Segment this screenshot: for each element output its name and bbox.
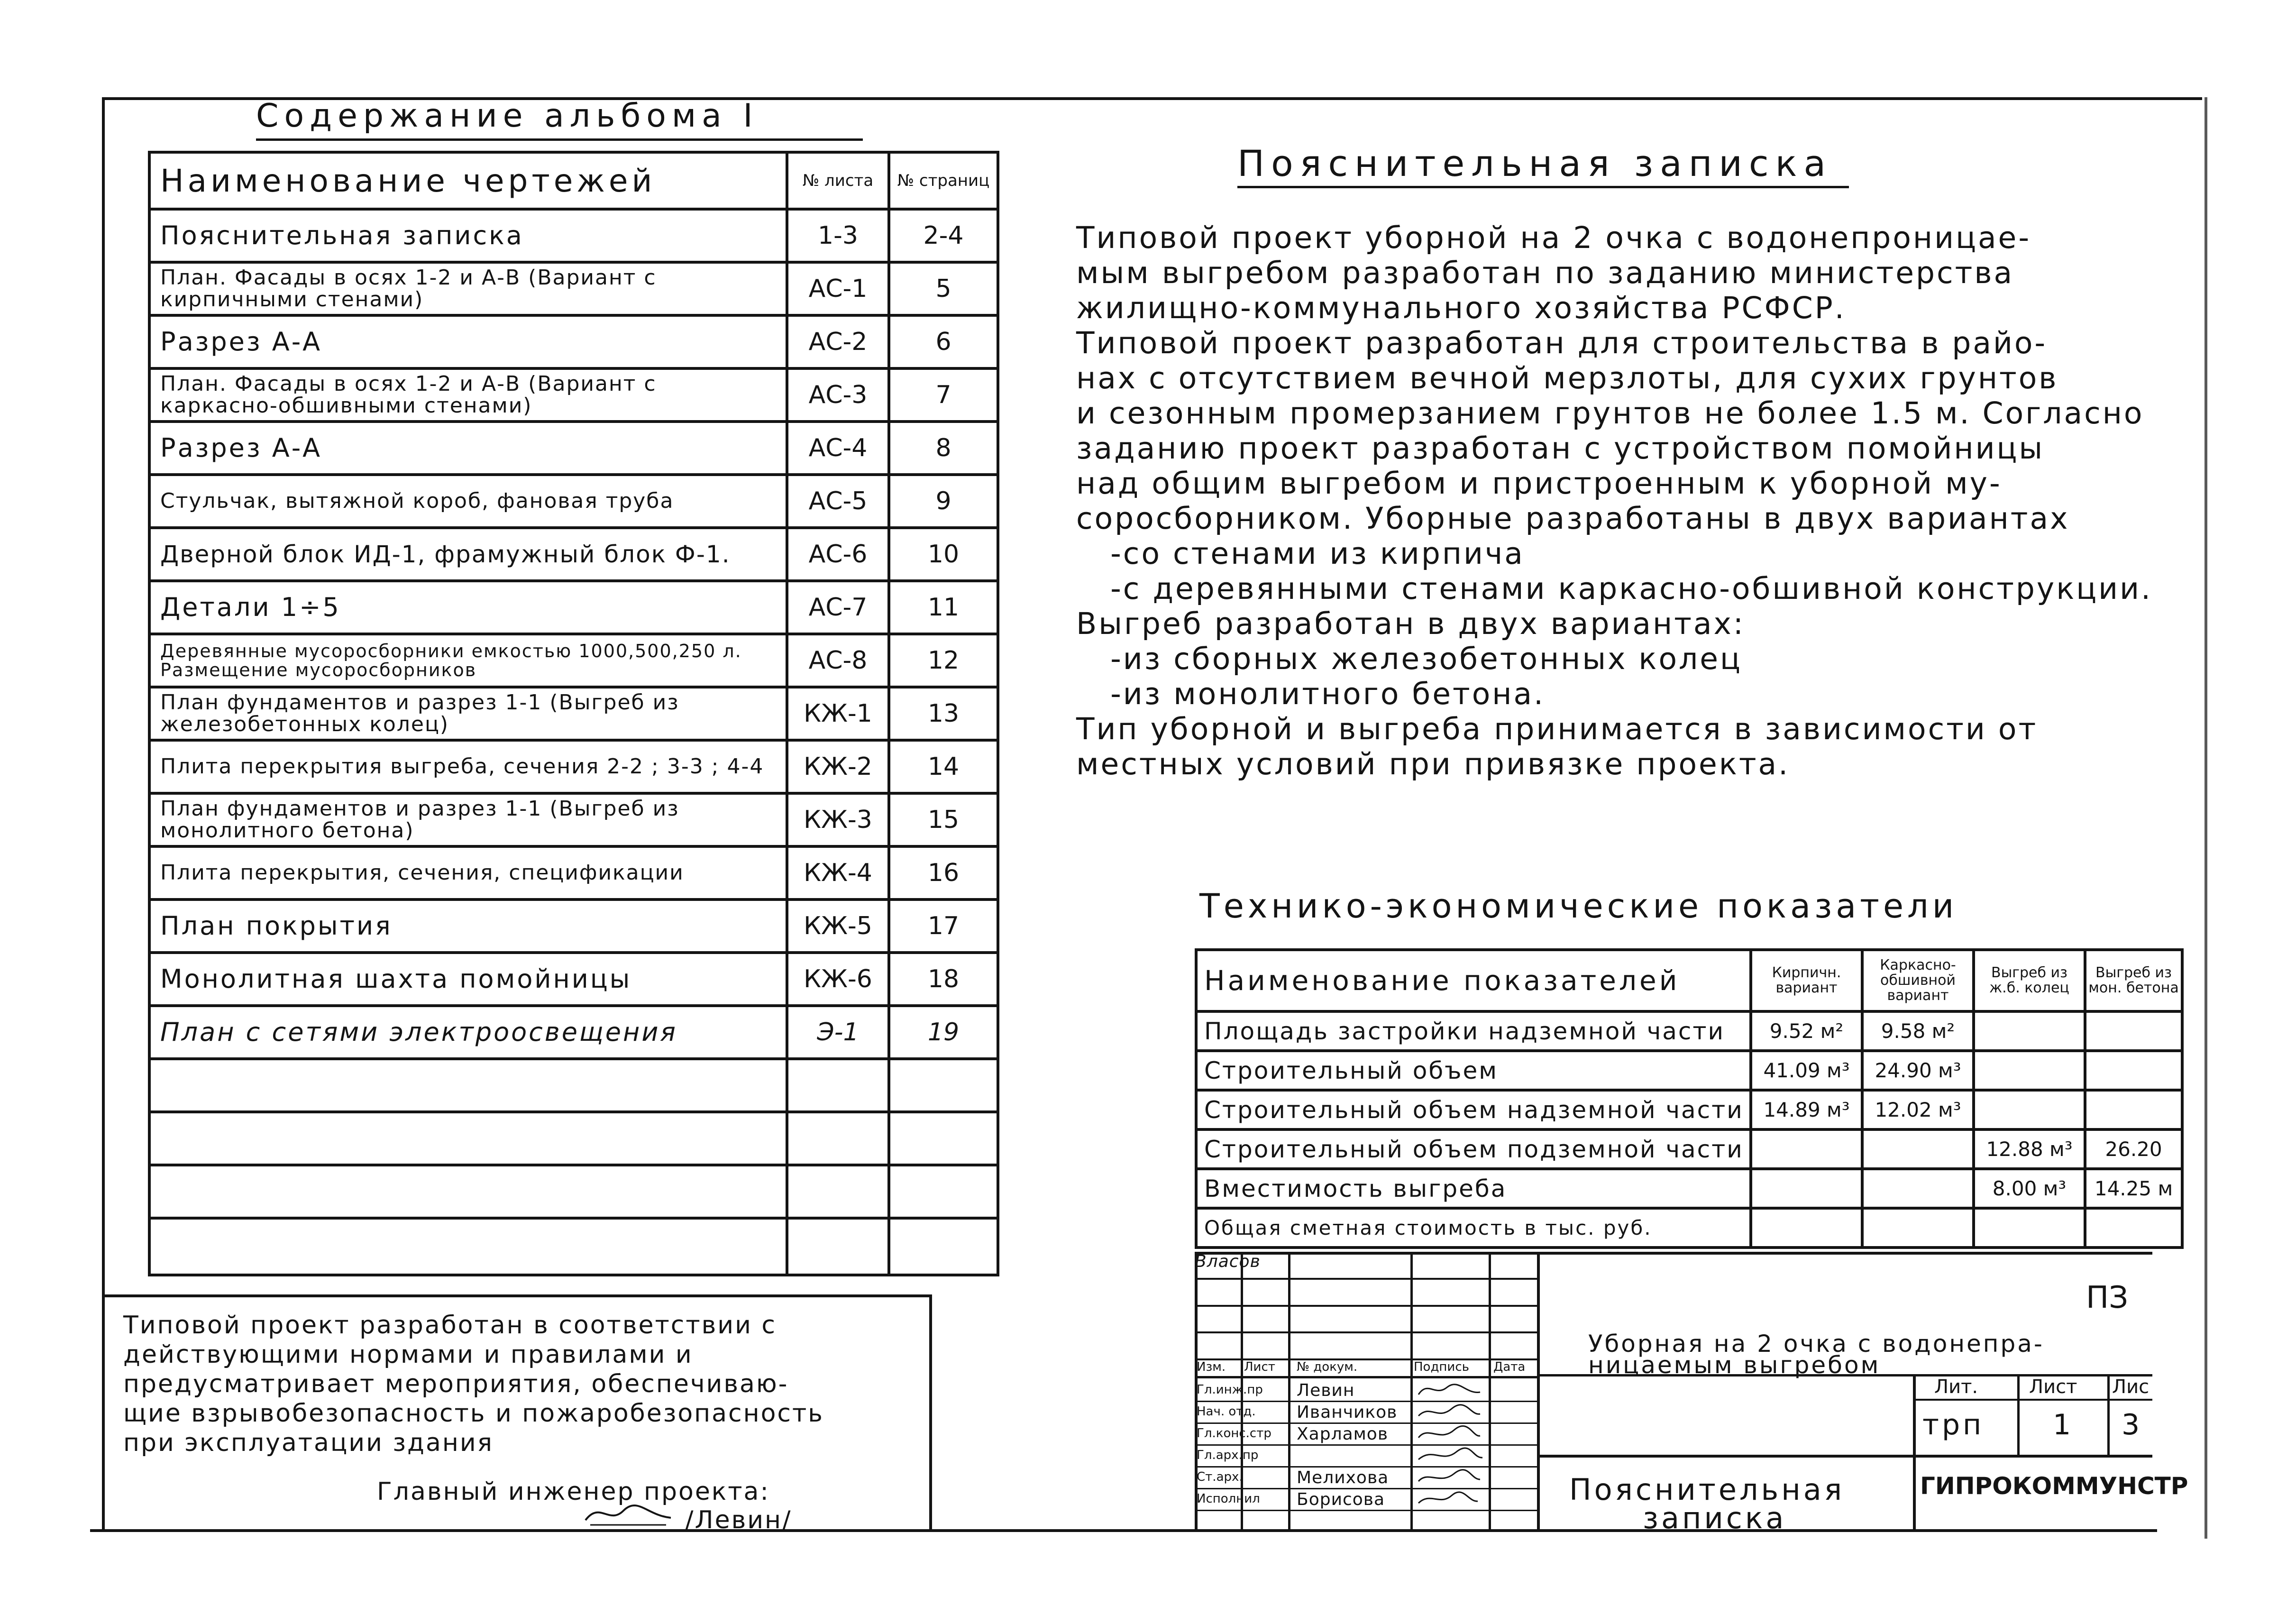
indicators-row-brick: 14.89 м³ (1751, 1090, 1862, 1129)
indicators-row-brick: 9.52 м² (1751, 1011, 1862, 1051)
empty-cell (889, 1059, 998, 1112)
contents-row-page: 17 (889, 899, 998, 953)
title-block-line (1195, 1376, 1537, 1378)
contents-row-page: 2-4 (889, 209, 998, 262)
title-block-line (1195, 1278, 1537, 1280)
note-line: жилищно-коммунального хозяйства РСФСР. (1076, 291, 1846, 325)
indicators-header-name: Наименование показателей (1196, 950, 1751, 1011)
indicators-row-pit-rings: 12.88 м³ (1974, 1129, 2085, 1169)
title-block-line (1195, 1401, 1537, 1402)
note-line: над общим выгребом и пристроенным к уборной му- (1076, 466, 2002, 501)
contents-row-sheet: АС-6 (787, 528, 889, 581)
indicators-header-row (1196, 950, 2182, 1011)
empty-cell (787, 1218, 889, 1275)
note-title-underline (1237, 186, 1849, 188)
contents-row-empty (149, 1218, 998, 1275)
contents-row-sheet: АС-8 (787, 634, 889, 687)
contents-row-page: 9 (889, 475, 998, 528)
indicators-row-pit-rings (1974, 1208, 2085, 1248)
contents-row (149, 422, 998, 475)
title-block-line (1410, 1252, 1413, 1532)
indicators-row-pit-mono (2085, 1208, 2182, 1248)
indicators-row-pit-mono (2085, 1090, 2182, 1129)
contents-row (149, 634, 998, 687)
note-line: -из монолитного бетона. (1076, 677, 1546, 711)
contents-title-underline (256, 138, 863, 141)
contents-row-sheet: 1-3 (787, 209, 889, 262)
standards-line: действующими нормами и правилами и (123, 1340, 693, 1369)
contents-row-name: План фундаментов и разрез 1-1 (Выгреб из монолитного бетона) (149, 793, 787, 846)
indicators-header-pit-mono: Выгреб из мон. бетона (2085, 950, 2182, 1011)
indicators-row-brick: 41.09 м³ (1751, 1051, 1862, 1090)
indicators-row-frame: 12.02 м³ (1862, 1090, 1974, 1129)
indicators-row-name: Строительный объем подземной части (1196, 1129, 1751, 1169)
contents-header-row (149, 152, 998, 209)
contents-row-name: План. Фасады в осях 1-2 и А-В (Вариант с кирпичными стенами) (149, 262, 787, 315)
document-code: ПЗ (2086, 1280, 2129, 1315)
indicators-row (1196, 1169, 2182, 1208)
stage-label: Лит. (1934, 1376, 1978, 1398)
note-line: соросборником. Уборные разработаны в двух вариантах (1076, 501, 2070, 536)
title-block-line (1195, 1331, 1537, 1333)
contents-row (149, 953, 998, 1006)
indicators-row-frame (1862, 1129, 1974, 1169)
organization-name: ГИПРОКОММУНСТР (1920, 1472, 2188, 1500)
indicators-row-brick (1751, 1169, 1862, 1208)
contents-row-page: 14 (889, 740, 998, 793)
indicators-row-frame (1862, 1169, 1974, 1208)
contents-row (149, 528, 998, 581)
role-label: Гл.инж.пр (1197, 1383, 1263, 1397)
indicators-header-pit-rings: Выгреб из ж.б. колец (1974, 950, 2085, 1011)
indicators-table (1195, 948, 2184, 1249)
contents-row-name: Монолитная шахта помойницы (149, 953, 787, 1006)
note-line: Тип уборной и выгреба принимается в зависимости от (1076, 712, 2038, 746)
empty-cell (787, 1112, 889, 1165)
contents-header-page: № страниц (889, 152, 998, 209)
note-line: нах с отсутствием вечной мерзлоты, для сухих грунтов (1076, 361, 2058, 395)
contents-row (149, 899, 998, 953)
indicators-row (1196, 1208, 2182, 1248)
title-block-line (1195, 1444, 1537, 1446)
contents-row (149, 475, 998, 528)
title-block-line (1195, 1466, 1537, 1468)
title-block (1195, 1252, 2188, 1536)
person-name: Власов (1195, 1252, 1261, 1271)
contents-row-empty (149, 1112, 998, 1165)
contents-row-sheet: КЖ-2 (787, 740, 889, 793)
title-block-line (1913, 1374, 1916, 1532)
person-name: Иванчиков (1297, 1403, 1398, 1422)
contents-row-sheet: АС-5 (787, 475, 889, 528)
note-line: и сезонным промерзанием грунтов не более 1.5 м. Согласно (1076, 396, 2144, 431)
indicators-row-pit-mono (2085, 1051, 2182, 1090)
indicators-title: Технико-экономические показатели (1199, 887, 1958, 926)
column-change: Изм. (1197, 1360, 1226, 1374)
empty-cell (149, 1112, 787, 1165)
empty-cell (149, 1218, 787, 1275)
empty-cell (149, 1059, 787, 1112)
title-block-line (1913, 1399, 2152, 1401)
note-body (1076, 220, 2167, 782)
role-label: Гл.арх.пр (1197, 1448, 1259, 1462)
indicators-header-brick: Кирпичн. вариант (1751, 950, 1862, 1011)
empty-cell (889, 1165, 998, 1218)
contents-row-name: Разрез А-А (149, 315, 787, 368)
contents-row-name: Стульчак, вытяжной короб, фановая труба (149, 475, 787, 528)
indicators-row-frame (1862, 1208, 1974, 1248)
contents-row (149, 315, 998, 368)
person-name: Борисова (1297, 1490, 1385, 1509)
title-block-line (1195, 1422, 1537, 1424)
stage-value: трп (1922, 1408, 1985, 1441)
title-block-line (2107, 1374, 2110, 1455)
chief-engineer-name: /Левин/ (685, 1506, 792, 1534)
contents-row-name: План покрытия (149, 899, 787, 953)
note-line: местных условий при привязке проекта. (1076, 747, 1790, 781)
contents-row-page: 12 (889, 634, 998, 687)
standards-text (123, 1311, 824, 1458)
indicators-row (1196, 1011, 2182, 1051)
note-line: -из сборных железобетонных колец (1076, 642, 1742, 676)
indicators-row-frame: 9.58 м² (1862, 1011, 1974, 1051)
contents-row-sheet: АС-4 (787, 422, 889, 475)
sheets-value: 3 (2122, 1408, 2140, 1441)
standards-line: предусматривает мероприятия, обеспечиваю- (123, 1370, 789, 1398)
indicators-row-name: Строительный объем надземной части (1196, 1090, 1751, 1129)
title-block-line (1195, 1488, 1537, 1489)
title-block-line (1537, 1455, 2152, 1458)
contents-row (149, 368, 998, 422)
contents-row-page: 5 (889, 262, 998, 315)
indicators-row-pit-rings (1974, 1090, 2085, 1129)
contents-row-page: 7 (889, 368, 998, 422)
indicators-row-brick (1751, 1208, 1862, 1248)
contents-row-empty (149, 1165, 998, 1218)
empty-cell (149, 1165, 787, 1218)
column-sheet: Лист (1244, 1360, 1275, 1374)
role-label: Гл.конс.стр (1197, 1426, 1271, 1440)
signatures-column (1414, 1378, 1485, 1511)
contents-row-sheet: КЖ-6 (787, 953, 889, 1006)
indicators-row-pit-mono: 14.25 м (2085, 1169, 2182, 1208)
indicators-header-frame: Каркасно-обшивной вариант (1862, 950, 1974, 1011)
contents-row-sheet: КЖ-1 (787, 687, 889, 740)
title-block-line (1195, 1305, 1537, 1307)
indicators-row-name: Строительный объем (1196, 1051, 1751, 1090)
contents-row-empty (149, 1059, 998, 1112)
indicators-row (1196, 1051, 2182, 1090)
object-name-line1: Уборная на 2 очка с водонепра- (1588, 1330, 2044, 1358)
contents-row-name: Пояснительная записка (149, 209, 787, 262)
indicators-row-brick (1751, 1129, 1862, 1169)
note-line: -с деревянными стенами каркасно-обшивной конструкции. (1076, 571, 2153, 606)
column-date: Дата (1493, 1360, 1526, 1374)
empty-cell (889, 1218, 998, 1275)
indicators-row-pit-mono (2085, 1011, 2182, 1051)
contents-title: Содержание альбома I (256, 97, 759, 135)
indicators-row-frame: 24.90 м³ (1862, 1051, 1974, 1090)
indicators-row-name: Общая сметная стоимость в тыс. руб. (1196, 1208, 1751, 1248)
role-label: Исполнил (1197, 1492, 1260, 1506)
title-block-line (1537, 1252, 1540, 1532)
document-title-line2: записка (1643, 1501, 1787, 1535)
contents-header-name: Наименование чертежей (149, 152, 787, 209)
frame-right-line (2205, 97, 2207, 1539)
contents-row-page: 15 (889, 793, 998, 846)
contents-row-name: Плита перекрытия, сечения, спецификации (149, 846, 787, 899)
indicators-row-pit-rings (1974, 1051, 2085, 1090)
sheets-label: Лис (2112, 1376, 2150, 1398)
contents-row-sheet: АС-2 (787, 315, 889, 368)
contents-header-sheet: № листа (787, 152, 889, 209)
note-line: Типовой проект уборной на 2 очка с водонепроницае- (1076, 220, 2031, 255)
contents-row-name: План с сетями электроосвещения (149, 1006, 787, 1059)
indicators-row-name: Площадь застройки надземной части (1196, 1011, 1751, 1051)
contents-row (149, 687, 998, 740)
indicators-row-pit-mono: 26.20 (2085, 1129, 2182, 1169)
empty-cell (787, 1059, 889, 1112)
note-line: -со стенами из кирпича (1076, 536, 1525, 571)
title-block-line (1195, 1510, 1537, 1511)
role-label: Нач. отд. (1197, 1404, 1256, 1419)
standards-line: при эксплуатации здания (123, 1429, 494, 1457)
title-block-line (2017, 1374, 2020, 1455)
chief-engineer-signature (581, 1496, 676, 1530)
contents-row (149, 740, 998, 793)
contents-row-sheet: КЖ-3 (787, 793, 889, 846)
person-name: Харламов (1297, 1424, 1389, 1444)
sheet-value: 1 (2053, 1408, 2071, 1441)
empty-cell (787, 1165, 889, 1218)
indicators-row-pit-rings: 8.00 м³ (1974, 1169, 2085, 1208)
contents-row (149, 262, 998, 315)
role-label: Ст.арх. (1197, 1470, 1243, 1484)
title-block-line (1489, 1252, 1491, 1532)
contents-row-page: 10 (889, 528, 998, 581)
contents-row-sheet: АС-3 (787, 368, 889, 422)
standards-note (102, 1294, 932, 1532)
contents-row-page: 16 (889, 846, 998, 899)
indicators-row (1196, 1129, 2182, 1169)
indicators-row-pit-rings (1974, 1011, 2085, 1051)
contents-row-name: Деревянные мусоросборники емкостью 1000,500,250 л. Размещение мусоросборников (149, 634, 787, 687)
note-line: Выгреб разработан в двух вариантах: (1076, 606, 1746, 641)
standards-line: щие взрывобезопасность и пожаробезопасность (123, 1399, 824, 1428)
document-title-line1: Пояснительная (1569, 1472, 1845, 1507)
contents-row-page: 8 (889, 422, 998, 475)
contents-row-sheet: АС-7 (787, 581, 889, 634)
contents-row-sheet: АС-1 (787, 262, 889, 315)
note-line: Типовой проект разработан для строительства в райо- (1076, 326, 2048, 360)
note-title: Пояснительная записка (1237, 142, 1833, 184)
indicators-row-name: Вместимость выгреба (1196, 1169, 1751, 1208)
note-line: заданию проект разработан с устройством помойницы (1076, 431, 2045, 466)
contents-row-sheet: КЖ-4 (787, 846, 889, 899)
standards-line: Типовой проект разработан в соответствии с (123, 1311, 777, 1340)
contents-row-name: Детали 1÷5 (149, 581, 787, 634)
chief-engineer-label: Главный инженер проекта: (377, 1477, 770, 1506)
contents-row (149, 209, 998, 262)
column-sign: Подпись (1414, 1360, 1469, 1374)
contents-row-page: 6 (889, 315, 998, 368)
sheet-label: Лист (2029, 1376, 2077, 1398)
person-name: Левин (1297, 1381, 1355, 1400)
contents-row (149, 581, 998, 634)
contents-row-name: Дверной блок ИД-1, фрамужный блок Ф-1. (149, 528, 787, 581)
indicators-row (1196, 1090, 2182, 1129)
contents-row-page: 11 (889, 581, 998, 634)
empty-cell (889, 1112, 998, 1165)
contents-row-name: Разрез А-А (149, 422, 787, 475)
contents-row (149, 793, 998, 846)
person-name: Мелихова (1297, 1468, 1389, 1487)
contents-row-name: План. Фасады в осях 1-2 и А-В (Вариант с каркасно-обшивными стенами) (149, 368, 787, 422)
contents-row (149, 846, 998, 899)
object-name-line2: ницаемым выгребом (1588, 1351, 1881, 1379)
contents-row-sheet: Э-1 (787, 1006, 889, 1059)
contents-table (148, 151, 999, 1276)
column-doc: № докум. (1297, 1360, 1358, 1374)
contents-row-name: План фундаментов и разрез 1-1 (Выгреб из железобетонных колец) (149, 687, 787, 740)
note-line: мым выгребом разработан по заданию министерства (1076, 256, 2014, 290)
contents-row-page: 13 (889, 687, 998, 740)
contents-row-name: Плита перекрытия выгреба, сечения 2-2 ; 3-3 ; 4-4 (149, 740, 787, 793)
contents-row (149, 1006, 998, 1059)
contents-row-page: 19 (889, 1006, 998, 1059)
contents-row-sheet: КЖ-5 (787, 899, 889, 953)
title-block-line (1195, 1252, 2152, 1255)
contents-row-page: 18 (889, 953, 998, 1006)
title-block-line (1288, 1252, 1290, 1532)
